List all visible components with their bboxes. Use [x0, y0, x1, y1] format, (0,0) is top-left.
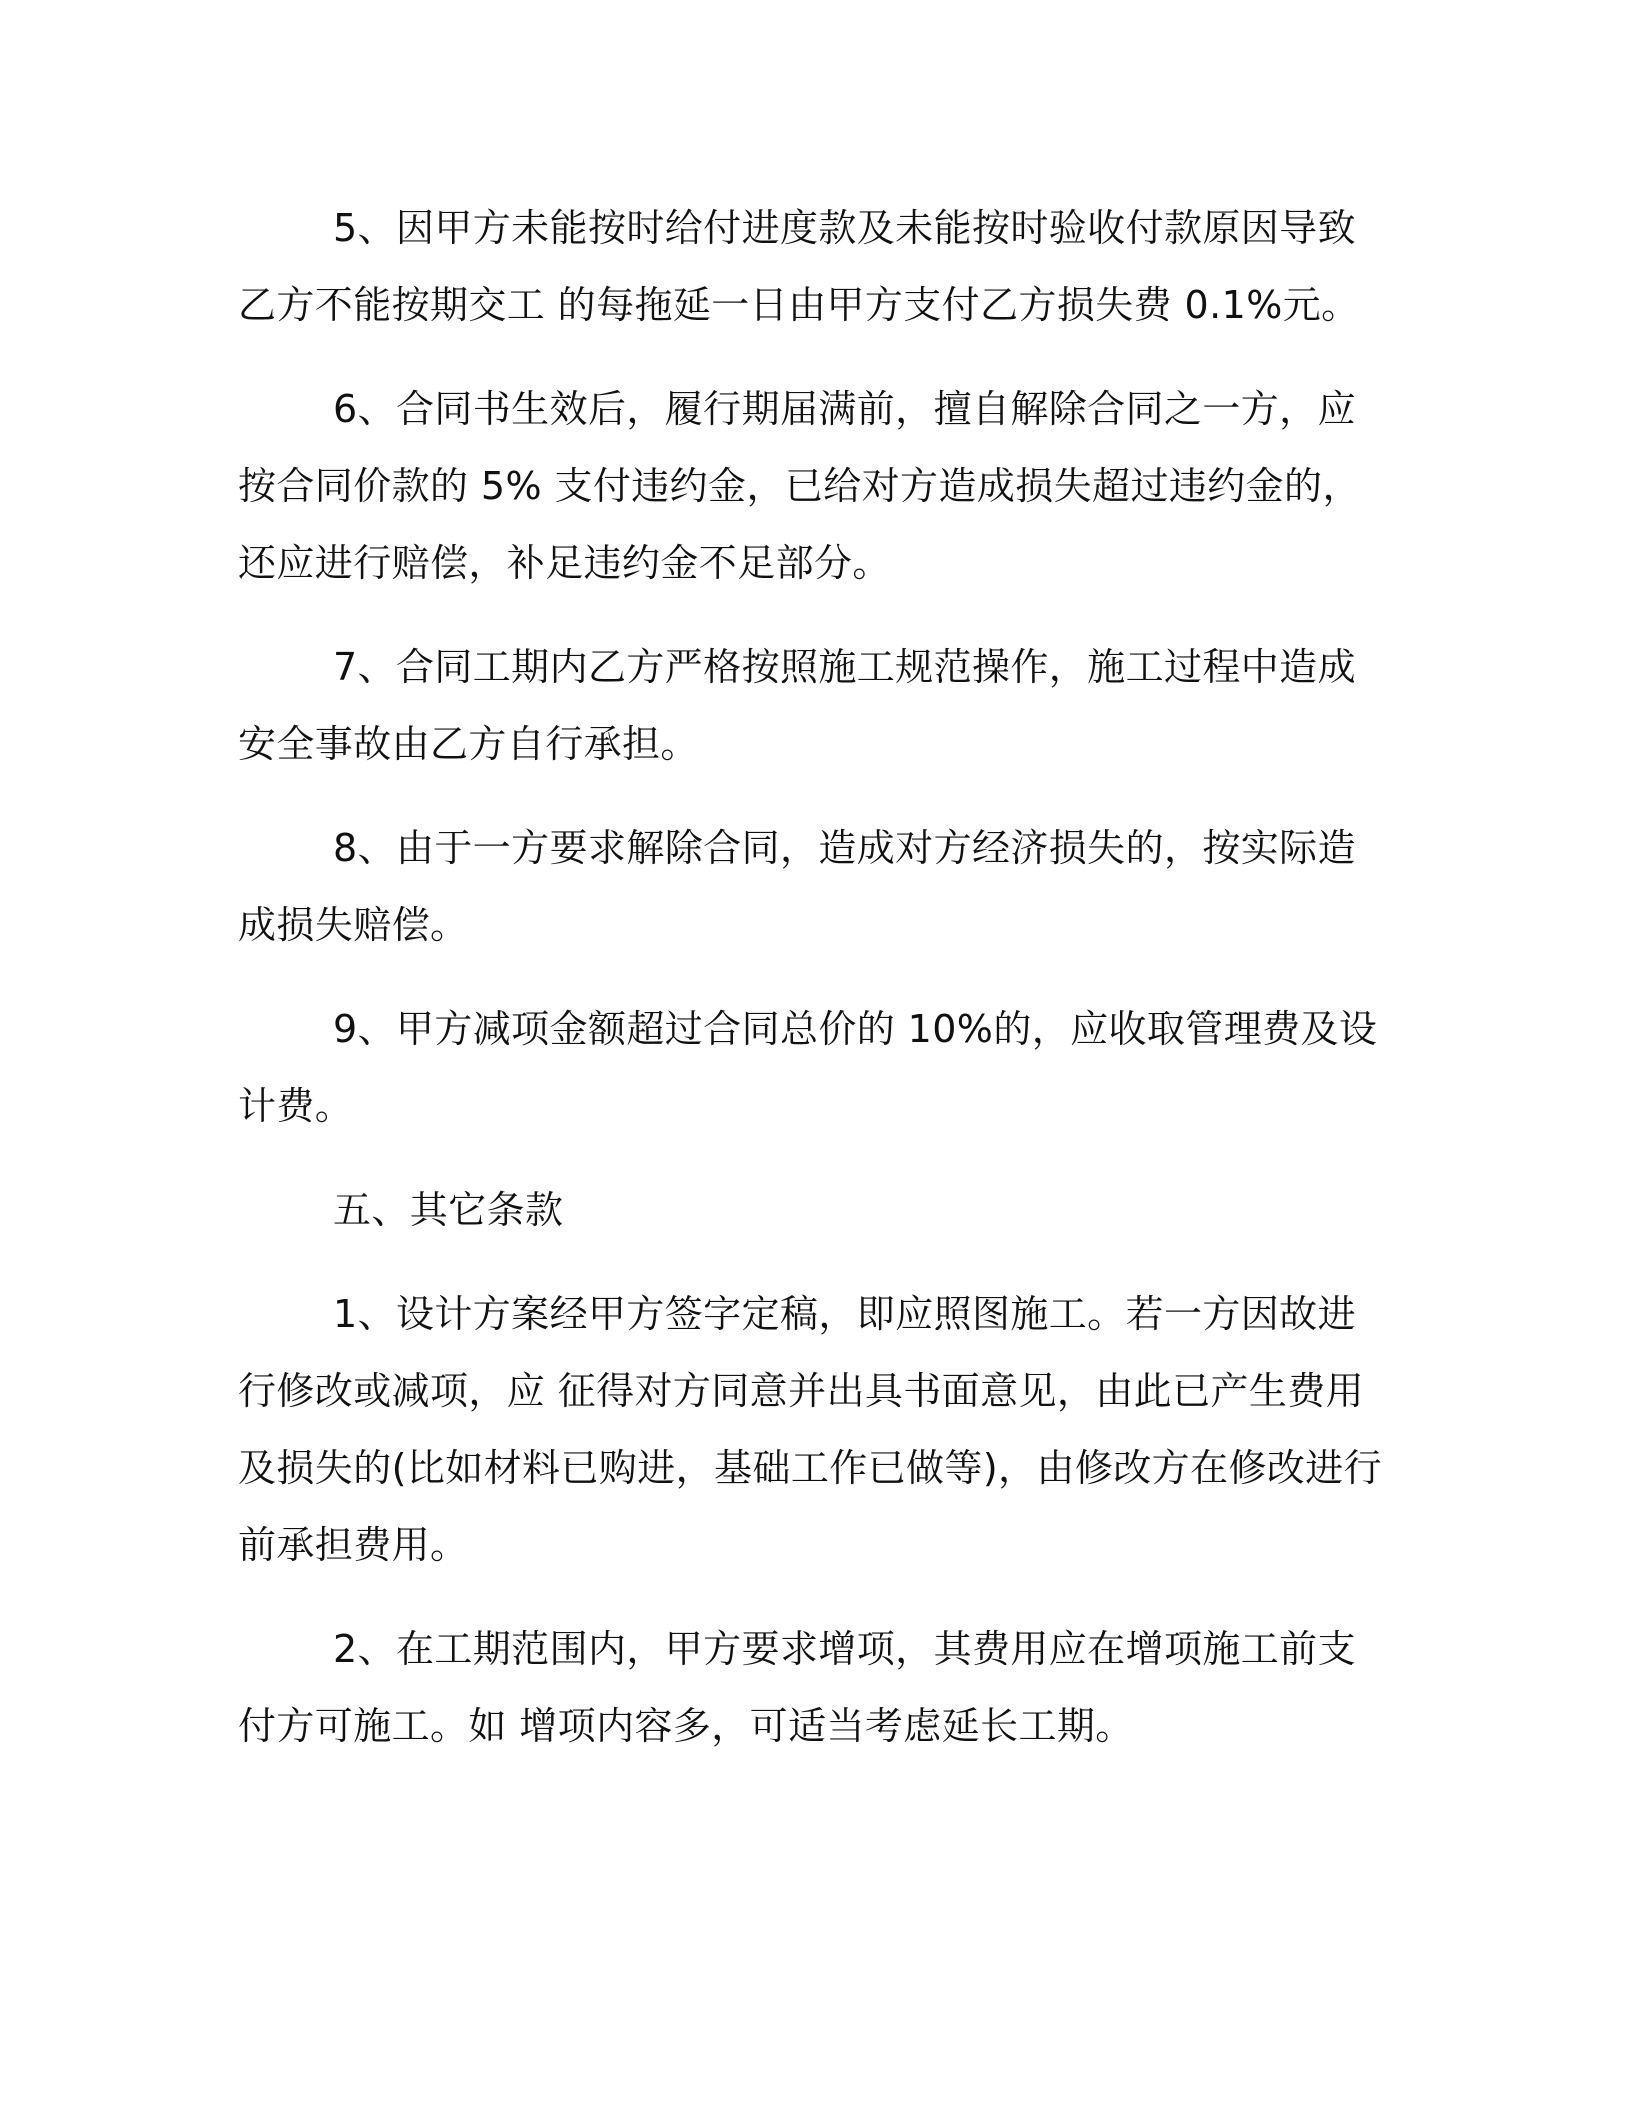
- clause-6-breach-penalty: 6、合同书生效后，履行期届满前，擅自解除合同之一方，应按合同价款的 5% 支付违约金，已给对方造成损失超过违约金的，还应进行赔偿，补足违约金不足部分。: [238, 387, 1361, 585]
- other-clause-2-additional-items: 2、在工期范围内，甲方要求增项，其费用应在增项施工前支付方可施工。如 增项内容多，可适当考虑延长工期。: [238, 1627, 1356, 1748]
- section-heading-other-terms: 五、其它条款: [333, 1188, 564, 1232]
- clause-7-safety-responsibility: 7、合同工期内乙方严格按照施工规范操作，施工过程中造成安全事故由乙方自行承担。: [238, 645, 1356, 766]
- document-body: [238, 190, 1388, 1792]
- other-clause-1-design-changes: 1、设计方案经甲方签字定稿，即应照图施工。若一方因故进行修改或减项，应 征得对方同意并出具书面意见，由此已产生费用及损失的(比如材料已购进，基础工作已做等)，由修改方在修改进行前承担费用。: [238, 1292, 1383, 1567]
- clause-5-penalty-delay: 5、因甲方未能按时给付进度款及未能按时验收付款原因导致乙方不能按期交工 的每拖延一日由甲方支付乙方损失费 0.1%元。: [238, 206, 1360, 327]
- clause-9-reduction-fee: 9、甲方减项金额超过合同总价的 10%的，应收取管理费及设计费。: [238, 1007, 1378, 1128]
- clause-8-termination-loss: 8、由于一方要求解除合同，造成对方经济损失的，按实际造成损失赔偿。: [238, 826, 1356, 947]
